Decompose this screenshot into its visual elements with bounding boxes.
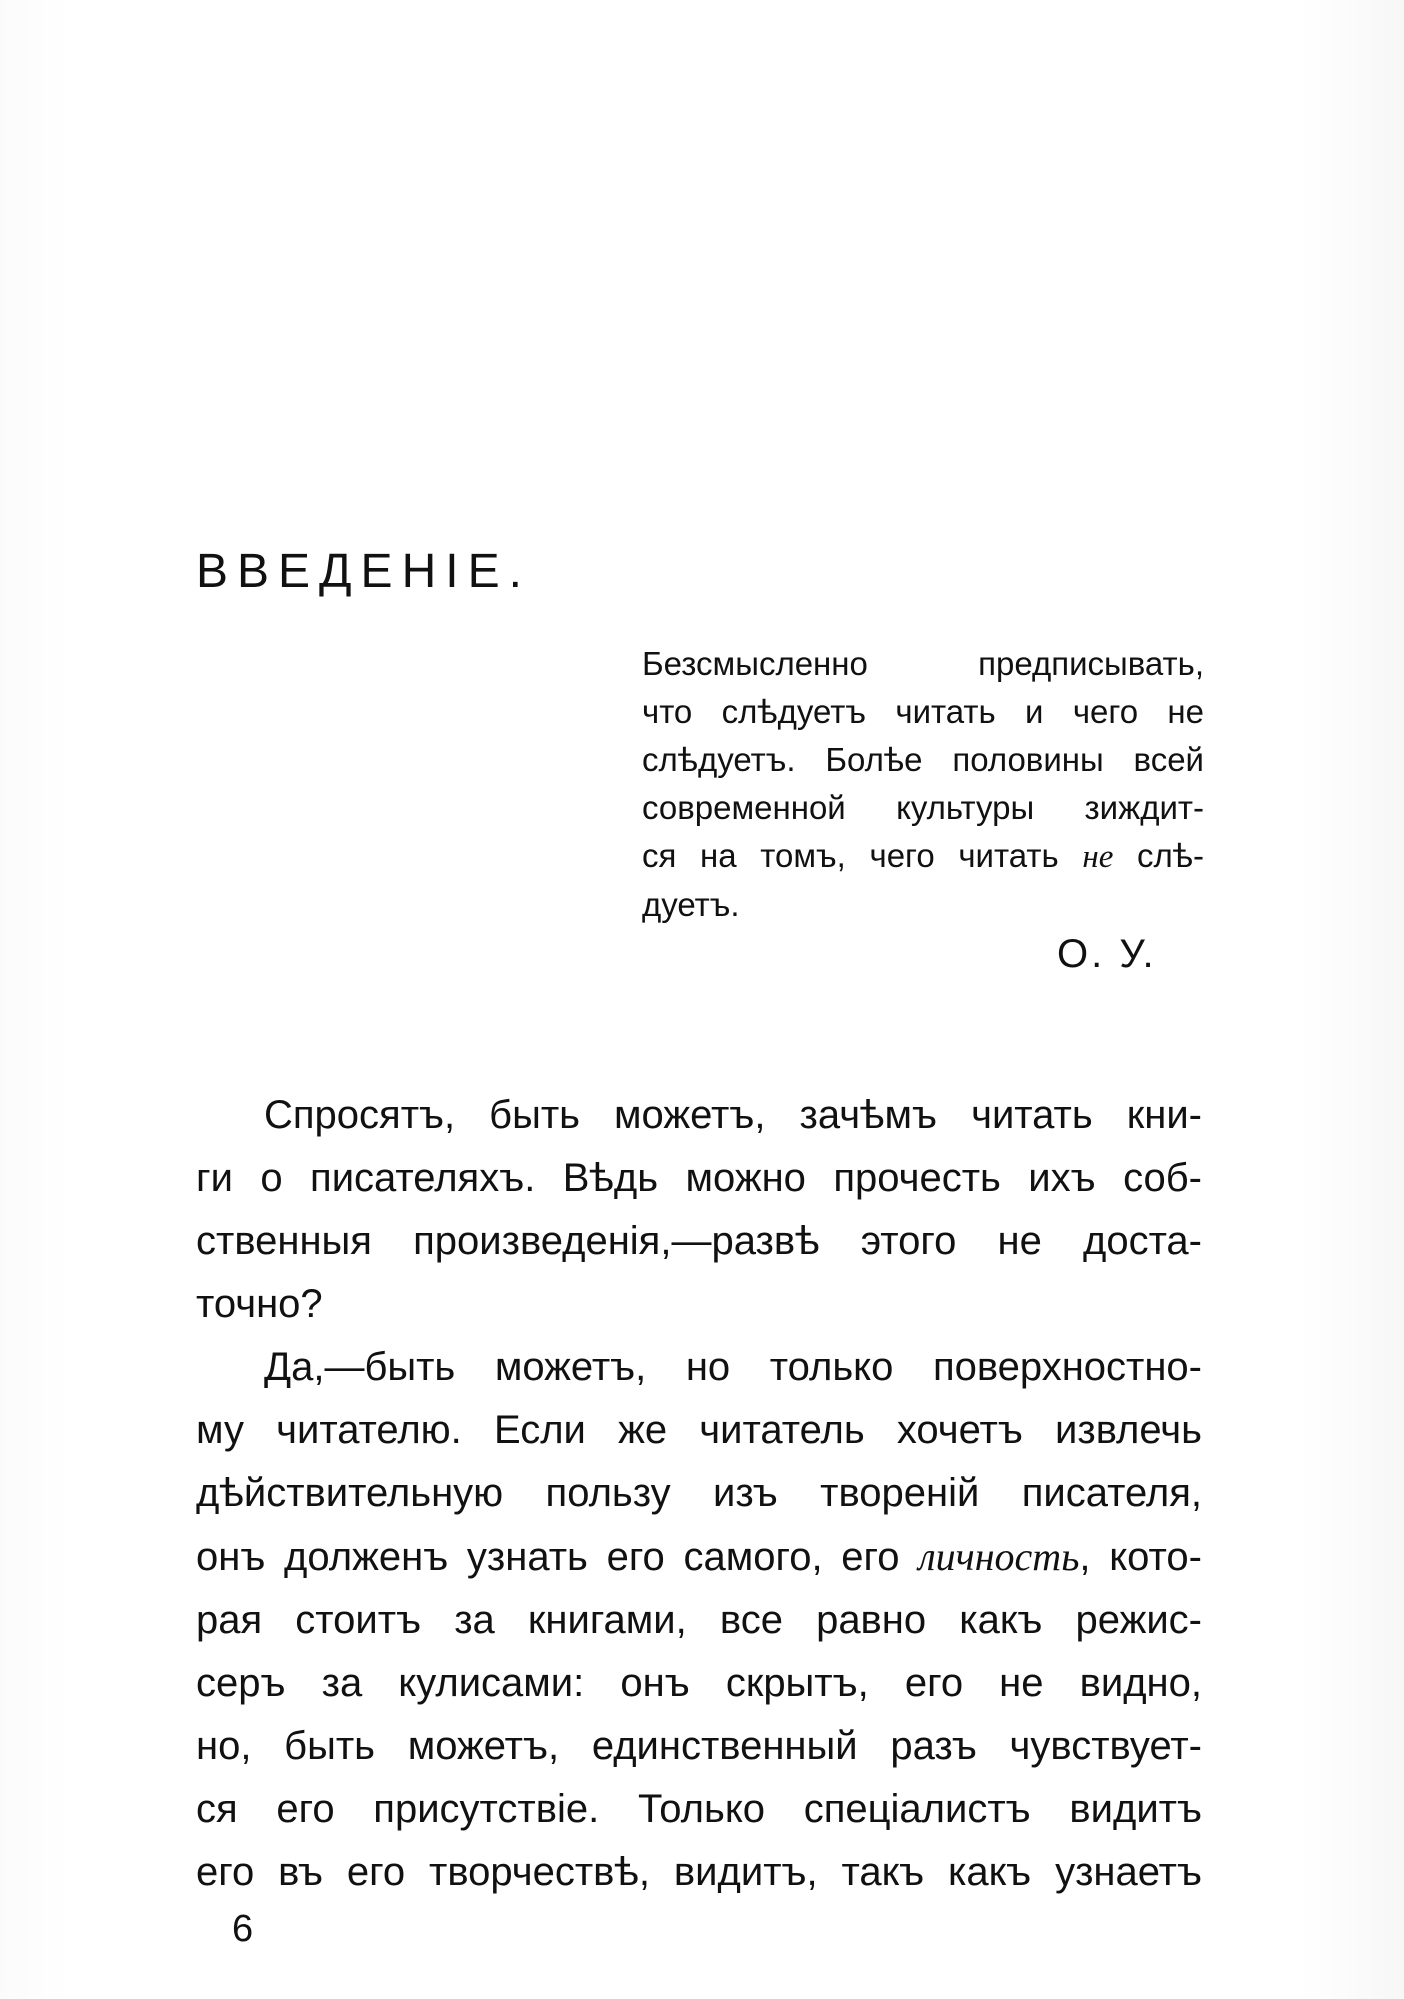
epigraph-signature: О. У. (1057, 932, 1157, 976)
epigraph-text: слѣ- (1113, 837, 1204, 874)
epigraph-text: ся на томъ, чего читать (642, 837, 1083, 874)
text-segment: онъ долженъ узнать его самого, его (196, 1535, 919, 1579)
text-line: но, быть можетъ, единственный разъ чувствует- (196, 1724, 1202, 1768)
text-line: точно? (196, 1282, 323, 1326)
epigraph-line (642, 832, 1204, 881)
body-text (196, 1084, 1202, 1904)
text-segment: , кото- (1079, 1535, 1202, 1579)
epigraph-line: Безсмысленно предписывать, (642, 645, 1204, 682)
text-line: рая стоитъ за книгами, все равно какъ режис- (196, 1598, 1202, 1642)
epigraph-line: слѣдуетъ. Болѣе половины всей (642, 741, 1204, 778)
text-line: серъ за кулисами: онъ скрытъ, его не видно, (196, 1661, 1202, 1705)
chapter-heading: ВВЕДЕНІЕ. (196, 545, 531, 598)
epigraph-line: что слѣдуетъ читать и чего не (642, 693, 1204, 730)
text-line: дѣйствительную пользу изъ твореній писателя, (196, 1471, 1202, 1515)
text-line: ся его присутствіе. Только спеціалистъ видитъ (196, 1787, 1202, 1831)
text-line: Да,—быть можетъ, но только поверхностно- (264, 1345, 1202, 1389)
text-line: му читателю. Если же читатель хочетъ извлечь (196, 1408, 1202, 1452)
epigraph-line: дуетъ. (642, 886, 740, 923)
epigraph-line: современной культуры зиждит- (642, 789, 1204, 826)
text-emphasis: личность (918, 1534, 1080, 1579)
epigraph-emphasis: не (1082, 839, 1114, 875)
page-number: 6 (232, 1908, 254, 1950)
text-line (196, 1525, 1202, 1589)
text-line: его въ его творчествѣ, видитъ, такъ какъ узнаетъ (196, 1850, 1202, 1894)
text-line: Спросятъ, быть можетъ, зачѣмъ читать кни- (264, 1093, 1202, 1137)
text-line: ги о писателяхъ. Вѣдь можно прочесть ихъ соб- (196, 1156, 1202, 1200)
text-line: ственныя произведенія,—развѣ этого не доста- (196, 1219, 1202, 1263)
epigraph (642, 640, 1204, 929)
